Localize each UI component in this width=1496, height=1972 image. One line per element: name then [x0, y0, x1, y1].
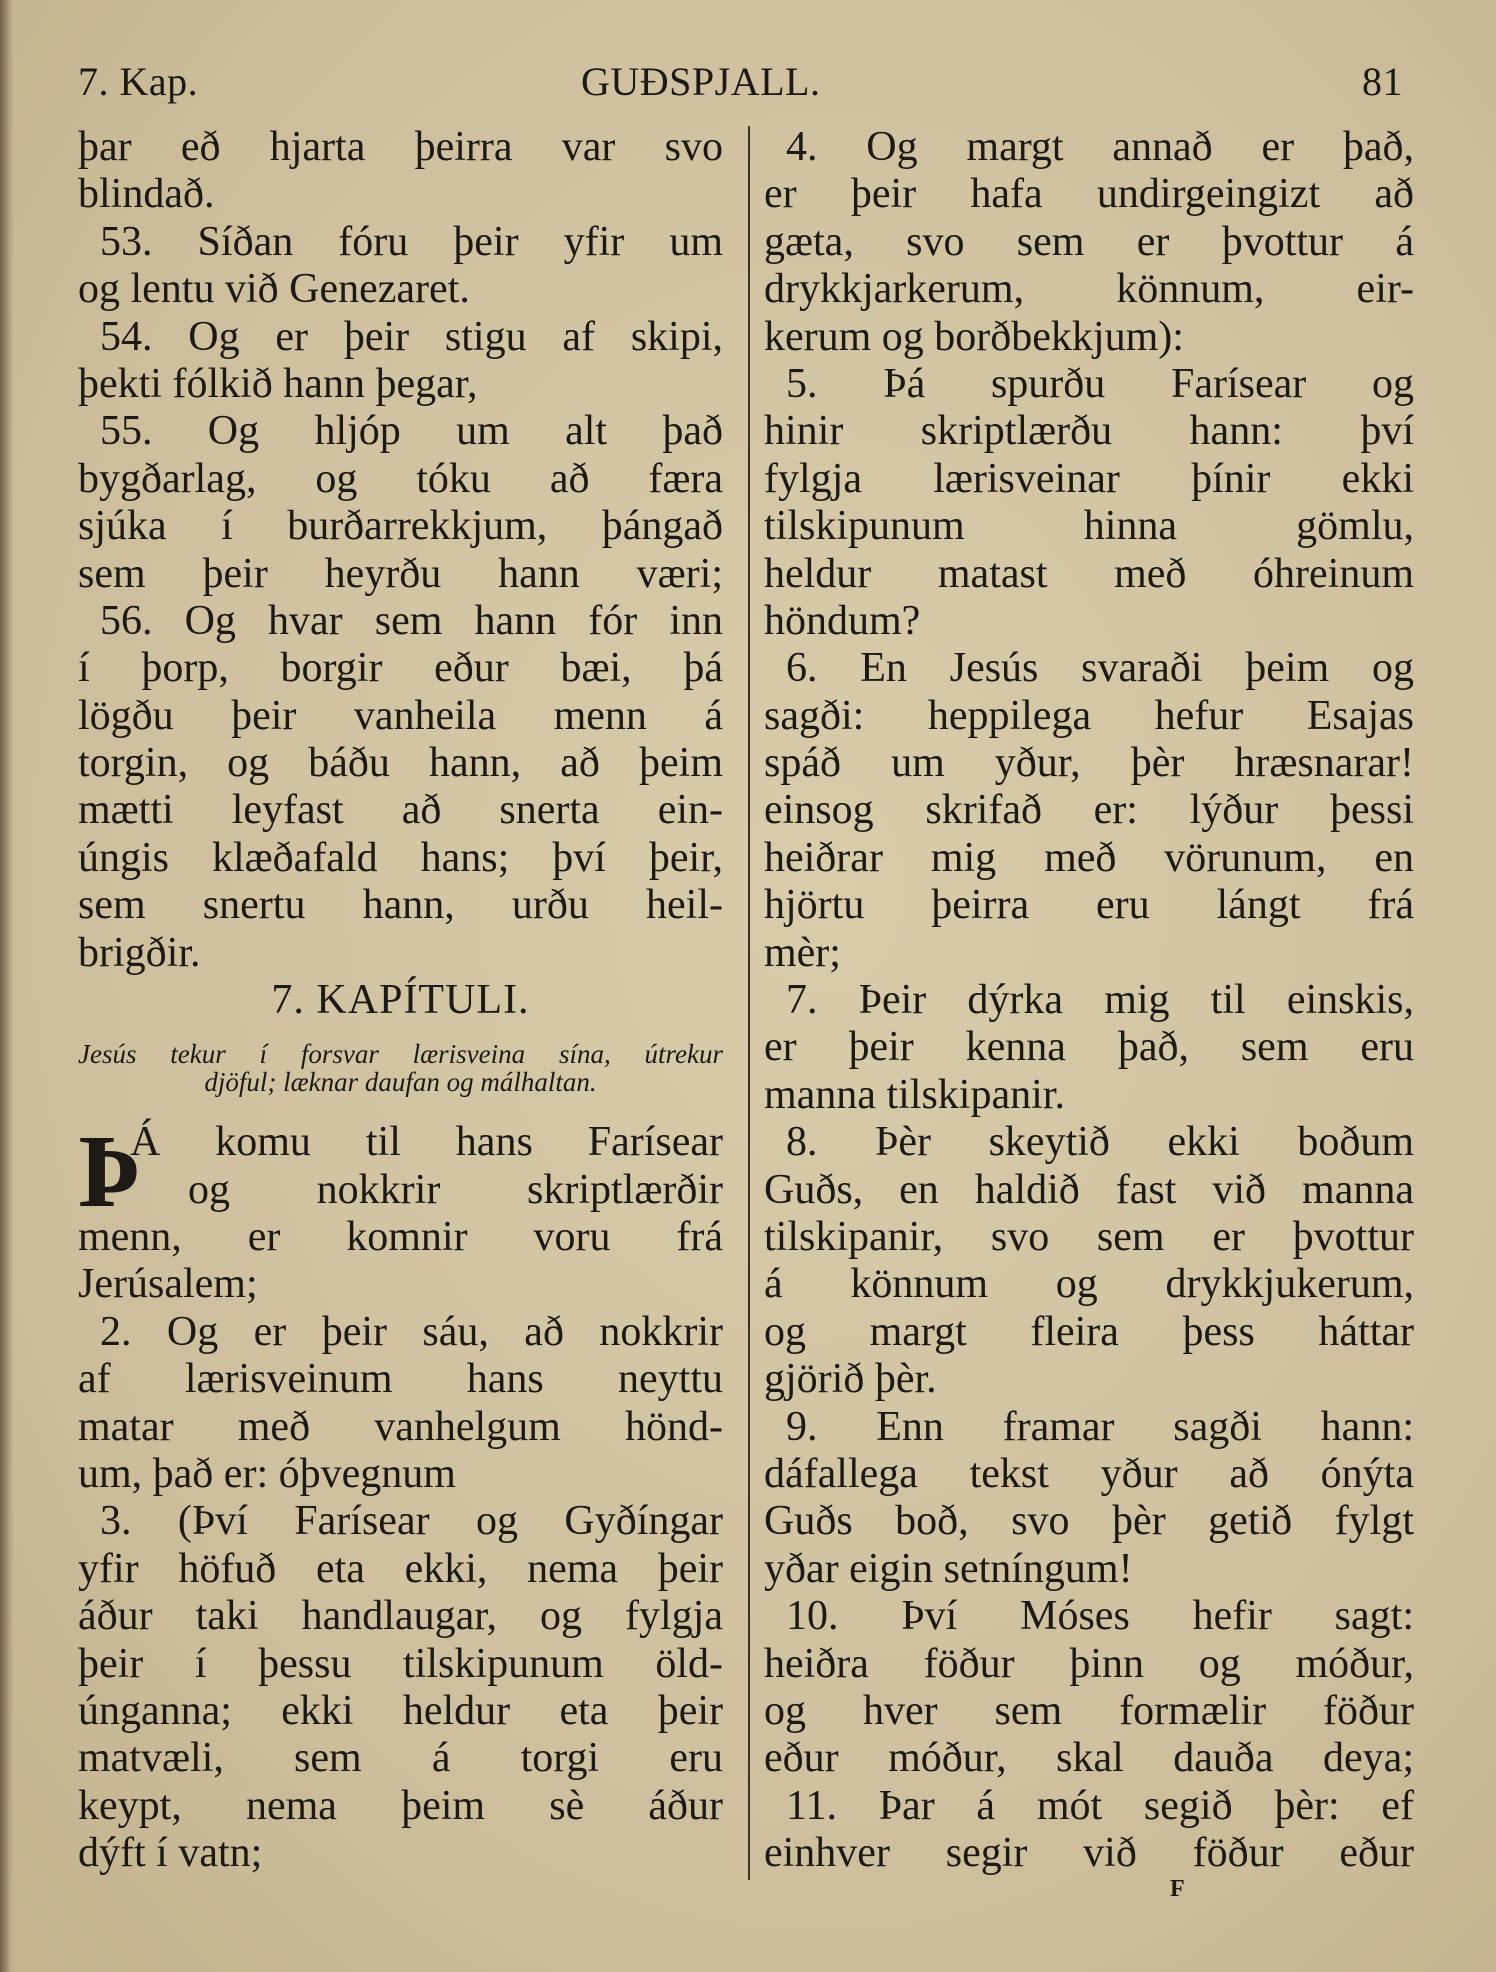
- running-head-title: GUÐSPJALL.: [581, 59, 821, 104]
- text-line: 53. Síðan fóru þeir yfir um: [100, 218, 723, 265]
- text-line: 6. En Jesús svaraði þeim og: [786, 645, 1414, 692]
- text-line: yfir höfuð eta ekki, nema þeir: [78, 1545, 723, 1592]
- text-line: sem snertu hann, urðu heil-: [78, 882, 723, 929]
- text-line: í þorp, borgir eður bæi, þá: [78, 645, 723, 692]
- text-line: menn, er komnir voru frá: [78, 1214, 723, 1260]
- text-line: sjúka í burðarrekkjum, þángað: [78, 503, 723, 550]
- text-line: manna tilskipanir.: [764, 1071, 1065, 1118]
- text-line: 2. Og er þeir sáu, að nokkrir: [100, 1308, 723, 1355]
- text-line: mætti leyfast að snerta ein-: [78, 787, 723, 834]
- text-line: og margt fleira þess háttar: [764, 1308, 1414, 1355]
- running-head-chapter: 7. Kap.: [78, 59, 199, 104]
- text-line: 55. Og hljóp um alt það: [100, 408, 723, 455]
- text-line: bygðarlag, og tóku að færa: [78, 455, 723, 502]
- chapter-summary: [78, 1024, 723, 1119]
- text-line: er þeir hafa undirgeingizt að: [764, 171, 1414, 218]
- signature-mark: F: [1170, 1876, 1185, 1902]
- text-line: heiðra föður þinn og móður,: [764, 1640, 1414, 1687]
- text-line: blindað.: [78, 171, 215, 218]
- page-number: 81: [1362, 59, 1403, 104]
- text-line: á könnum og drykkjukerum,: [764, 1261, 1414, 1308]
- text-line: tilskipanir, svo sem er þvottur: [764, 1213, 1414, 1260]
- left-lines-after: [78, 1214, 723, 1877]
- text-line: kerum og borðbekkjum):: [764, 313, 1184, 360]
- text-line: dýft í vatn;: [78, 1830, 263, 1877]
- text-line: þekti fólkið hann þegar,: [78, 360, 478, 407]
- text-line: gjörið þèr.: [764, 1356, 937, 1403]
- right-lines: [764, 124, 1414, 1877]
- drop-cap-paragraph: [78, 1114, 723, 1230]
- text-line: af lærisveinum hans neyttu: [78, 1356, 723, 1403]
- text-line: heiðrar mig með vörunum, en: [764, 834, 1414, 881]
- text-line: 4. Og margt annað er það,: [786, 124, 1414, 170]
- text-line: höndum?: [764, 597, 921, 644]
- page-edge-shadow: [0, 0, 14, 1972]
- text-line: torgin, og báðu hann, að þeim: [78, 740, 723, 787]
- left-lines-before: [78, 124, 723, 977]
- text-line: áður taki handlaugar, og fylgja: [78, 1593, 723, 1640]
- drop-cap: Þ: [78, 1114, 142, 1230]
- text-line: 5. Þá spurðu Farísear og: [786, 360, 1414, 407]
- text-line: drykkjarkerum, könnum, eir-: [764, 266, 1414, 313]
- text-line: um, það er: óþvegnum: [78, 1450, 456, 1497]
- text-line: gæta, svo sem er þvottur á: [764, 218, 1414, 265]
- text-line: tilskipunum hinna gömlu,: [764, 503, 1414, 550]
- text-line: keypt, nema þeim sè áður: [78, 1782, 723, 1829]
- text-line: lögðu þeir vanheila menn á: [78, 692, 723, 739]
- text-line: 8. Þèr skeytið ekki boðum: [786, 1119, 1414, 1166]
- summary-line: Jesús tekur í forsvar lærisveina sína, útrekur: [78, 1039, 723, 1070]
- text-line: fylgja lærisveinar þínir ekki: [764, 455, 1414, 502]
- text-line: og nokkrir skriptlærðir: [188, 1166, 723, 1213]
- chapter-heading: 7. KAPÍTULI.: [271, 977, 530, 1024]
- text-line: 3. (Því Farísear og Gyðíngar: [100, 1498, 723, 1545]
- text-line: einhver segir við föður eður: [764, 1830, 1414, 1877]
- right-column: [764, 124, 1414, 1877]
- text-line: brigðir.: [78, 929, 201, 976]
- text-line: þeir í þessu tilskipunum öld-: [78, 1640, 723, 1687]
- text-line: matvæli, sem á torgi eru: [78, 1735, 723, 1782]
- text-line: yðar eigin setníngum!: [764, 1545, 1133, 1592]
- text-line: únganna; ekki heldur eta þeir: [78, 1687, 723, 1734]
- text-line: spáð um yður, þèr hræsnarar!: [764, 740, 1414, 787]
- text-line: heldur matast með óhreinum: [764, 550, 1414, 597]
- text-line: sem þeir heyrðu hann væri;: [78, 550, 723, 597]
- text-line: Guðs, en haldið fast við manna: [764, 1166, 1414, 1213]
- text-line: og hver sem formælir föður: [764, 1687, 1414, 1734]
- text-line: er þeir kenna það, sem eru: [764, 1024, 1414, 1071]
- text-line: og lentu við Genezaret.: [78, 266, 470, 313]
- text-line: 10. Því Móses hefir sagt:: [786, 1593, 1414, 1640]
- text-line: úngis klæðafald hans; því þeir,: [78, 834, 723, 881]
- text-line: Á komu til hans Farísear: [130, 1119, 723, 1166]
- text-line: einsog skrifað er: lýður þessi: [764, 787, 1414, 834]
- text-line: 9. Enn framar sagði hann:: [786, 1403, 1414, 1450]
- text-line: 7. Þeir dýrka mig til einskis,: [786, 977, 1414, 1024]
- text-line: mèr;: [764, 929, 841, 976]
- text-line: dáfallega tekst yður að ónýta: [764, 1450, 1414, 1497]
- text-line: 54. Og er þeir stigu af skipi,: [100, 313, 723, 360]
- summary-line: djöful; læknar daufan og málhaltan.: [204, 1067, 597, 1098]
- text-line: þar eð hjarta þeirra var svo: [78, 124, 723, 170]
- left-column: [78, 124, 723, 1877]
- text-line: Guðs boð, svo þèr getið fylgt: [764, 1498, 1414, 1545]
- text-line: 11. Þar á mót segið þèr: ef: [786, 1782, 1414, 1829]
- text-line: sagði: heppilega hefur Esajas: [764, 692, 1414, 739]
- text-line: matar með vanhelgum hönd-: [78, 1403, 723, 1450]
- text-line: 56. Og hvar sem hann fór inn: [100, 597, 723, 644]
- text-line: hjörtu þeirra eru lángt frá: [764, 882, 1414, 929]
- text-line: Jerúsalem;: [78, 1261, 258, 1308]
- text-line: hinir skriptlærðu hann: því: [764, 408, 1414, 455]
- text-line: eður móður, skal dauða deya;: [764, 1735, 1414, 1782]
- column-divider: [748, 126, 750, 1880]
